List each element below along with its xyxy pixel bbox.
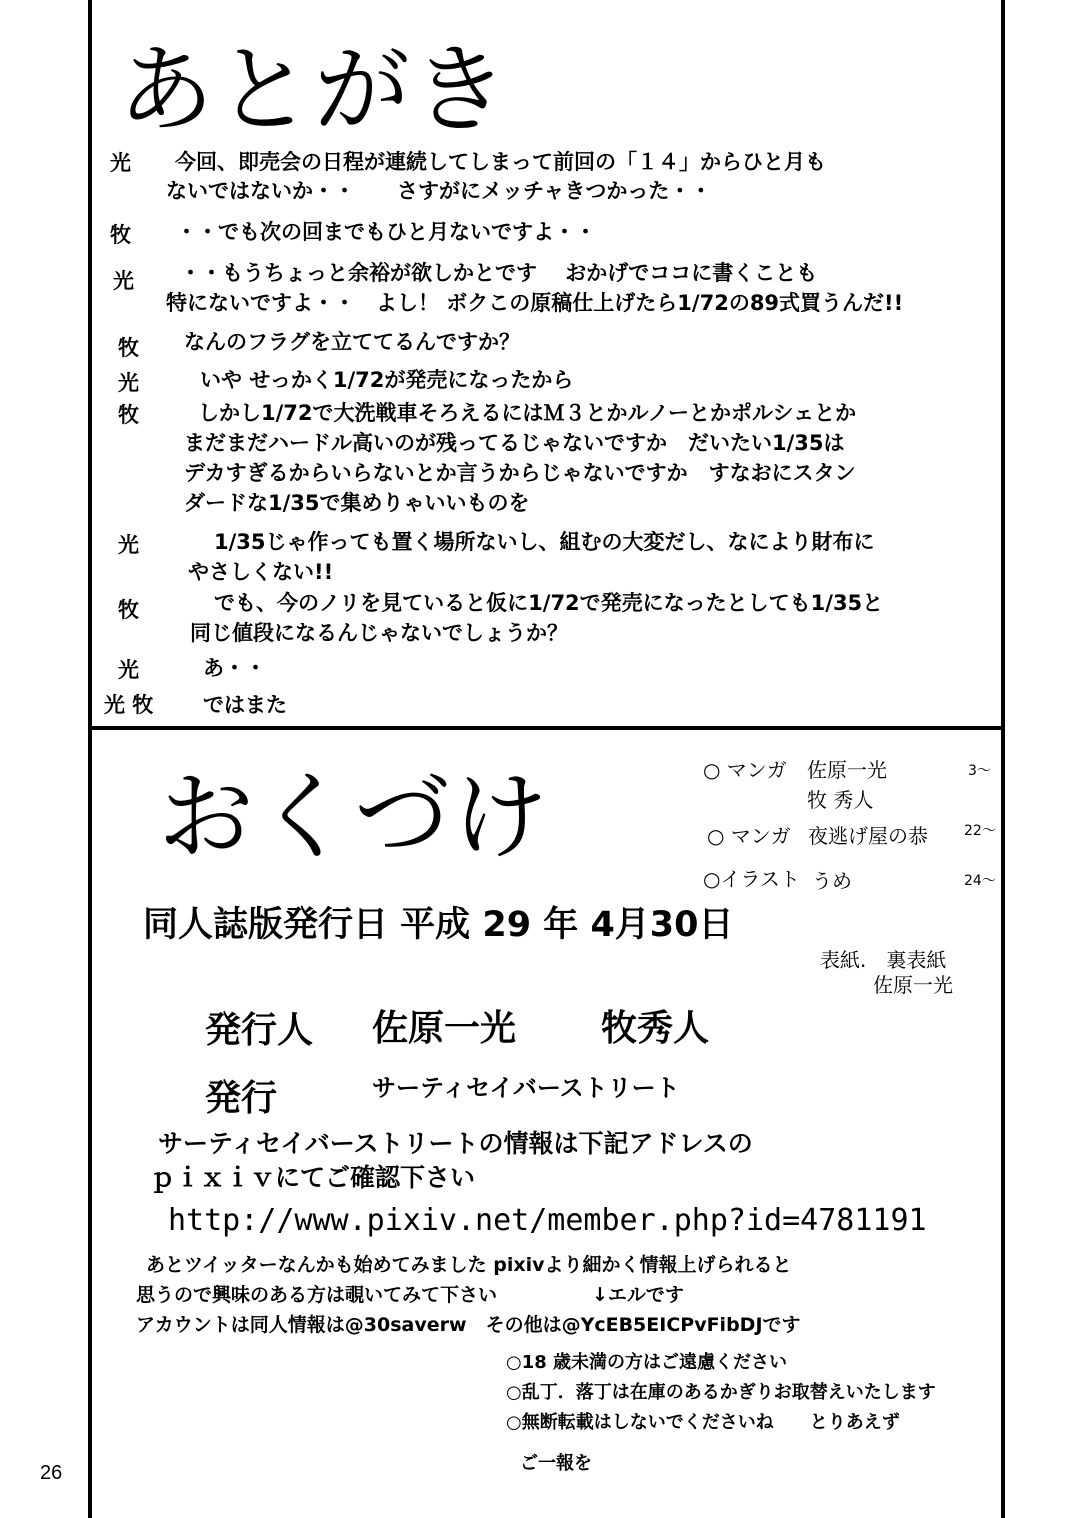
pixiv-url[interactable]: http://www.pixiv.net/member.php?id=4781191 [168, 1203, 927, 1238]
colophon-title: おくづけ [158, 761, 550, 873]
dialogue-line: いや せっかく1/72が発売になったから [200, 368, 574, 392]
speaker-label: 牧 [118, 403, 139, 427]
dialogue-line: なんのフラグを立ててるんですか？ [184, 330, 520, 354]
speaker-label: 光 [118, 658, 139, 682]
dialogue-line: でも、今のノリを見ていると仮に1/72で発売になったとしても1/35と [214, 591, 884, 615]
dialogue-line: まだまだハードル高いのが残ってるじゃないですか だいたい1/35は [184, 431, 845, 455]
info-line: サーティセイバーストリートの情報は下記アドレスの [158, 1129, 753, 1158]
publisher-name: 佐原一光 [372, 1008, 517, 1049]
dialogue-line: ダードな1/35で集めりゃいいものを [184, 491, 530, 515]
credit-name: 佐原一光 [807, 758, 887, 782]
notice-line: ○乱丁．落丁は在庫のあるかぎりお取替えいたします [506, 1382, 936, 1403]
dialogue-line: しかし1/72で大洗戦車そろえるにはＭ３とかルノーとかポルシェとか [198, 401, 857, 425]
speaker-label: 牧 [118, 336, 139, 360]
dialogue-line: 今回、即売会の日程が連続してしまって前回の「１４」からひと月も [175, 150, 826, 174]
afterword-title: あとがき [118, 34, 510, 146]
twitter-line: アカウントは同人情報は@30saverw その他は@YcEB5EICPvFibDJです [136, 1314, 801, 1336]
publisher-label: 発行人 [205, 1010, 314, 1051]
credit-page: 3～ [968, 763, 991, 779]
dialogue-line: ・・もうちょっと余裕が欲しかとです おかげでココに書くことも [180, 261, 818, 285]
speaker-label: 牧 [118, 598, 139, 622]
credit-role: ○イラスト [703, 867, 800, 891]
cover-name: 佐原一光 [873, 973, 953, 997]
publisher-name: 牧秀人 [601, 1008, 710, 1049]
dialogue-line: 1/35じゃ作っても置く場所ないし、組むの大変だし、なにより財布に [214, 530, 875, 554]
dialogue-line: 同じ値段になるんじゃないでしょうか？ [190, 621, 568, 645]
info-line: ｐｉｘｉｖにてご確認下さい [150, 1163, 476, 1192]
dialogue-line: 特にないですよ・・ よし！ ボクこの原稿仕上げたら1/72の89式買うんだ!! [166, 291, 904, 315]
credit-name: 牧 秀人 [807, 788, 874, 812]
credit-role: ○ マンガ [703, 758, 787, 782]
dialogue-line: デカすぎるからいらないとか言うからじゃないですか すなおにスタン [184, 461, 856, 485]
notice-line: ご一報を [520, 1453, 592, 1474]
credit-name: 夜逃げ屋の恭 [808, 824, 928, 848]
speaker-label: 牧 [110, 223, 131, 247]
dialogue-line: ないではないか・・ さすがにメッチャきつかった・・ [166, 179, 712, 203]
twitter-line: 思うので興味のある方は覗いてみて下さい ↓エルです [136, 1284, 684, 1306]
notice-line: ○無断転載はしないでくださいね とりあえず [506, 1412, 900, 1433]
twitter-line: あとツイッターなんかも始めてみました pixivより細かく情報上げられると [146, 1254, 792, 1276]
notice-line: ○18 歳未満の方はご遠慮ください [506, 1352, 788, 1373]
page-number: 26 [40, 1462, 63, 1484]
issuer-label: 発行 [205, 1078, 278, 1119]
speaker-label: 光 [118, 533, 139, 557]
speaker-label: 光 [113, 269, 134, 293]
credit-role: ○ マンガ [707, 824, 791, 848]
speaker-label: 光 牧 [104, 693, 154, 717]
issuer-name: サーティセイバーストリート [372, 1074, 680, 1102]
credit-page: 22～ [964, 823, 996, 839]
section-divider [88, 726, 1005, 730]
dialogue-line: やさしくない!! [188, 560, 334, 584]
credit-page: 24～ [964, 873, 996, 889]
dialogue-line: あ・・ [203, 656, 266, 680]
publication-date: 同人誌版発行日 平成 29 年 4月30日 [143, 905, 734, 945]
dialogue-line: ではまた [203, 693, 287, 717]
speaker-label: 光 [110, 151, 131, 175]
cover-label: 表紙. 裏表紙 [820, 948, 947, 972]
dialogue-line: ・・でも次の回までもひと月ないですよ・・ [176, 220, 596, 244]
speaker-label: 光 [118, 371, 139, 395]
credit-name: うめ [812, 869, 852, 893]
